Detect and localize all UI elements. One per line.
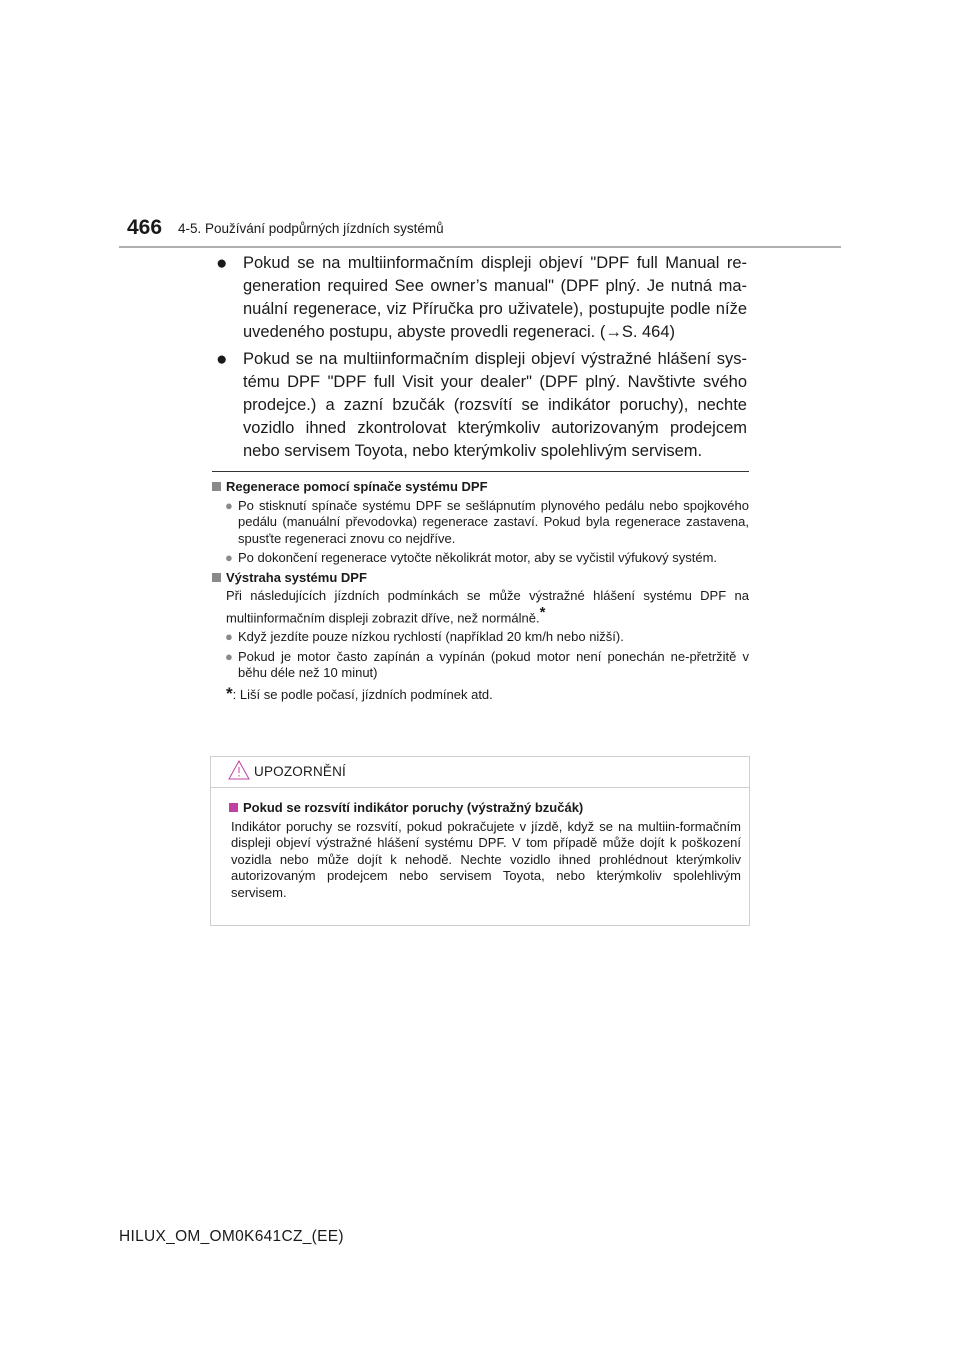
list-item-text: Když jezdíte pouze nízkou rychlostí (například 20 km/h nebo nižší). [238,629,624,645]
warning-title [229,800,741,817]
document-footer: HILUX_OM_OM0K641CZ_(EE) [119,1228,344,1245]
list-item-text: Po stisknutí spínače systému DPF se sešlápnutím plynového pedálu nebo spojkového pedálu (manuální převodovka) regenerace zastaví. Pokud byla regenerace zastavena, spusťte regeneraci znovu co nejdříve. [238,497,749,546]
section-title: 4-5. Používání podpůrných jízdních systémů [178,221,444,236]
list-item [212,498,749,548]
paragraph-text: Při následujících jízdních podmínkách se může výstražné hlášení systému DPF na multiinformačním displeji zobrazit dříve, než normálně. [226,588,749,625]
list-item-text: Pokud je motor často zapínán a vypínán (pokud motor není ponechán ne-přetržitě v běhu déle než 10 minut) [238,648,749,681]
notes-section [212,479,749,703]
footnote-marker: * [539,603,546,621]
warning-box [210,756,750,926]
footnote-star: * [226,683,233,703]
list-item [212,649,749,682]
warning-triangle-icon [228,760,250,780]
footnote-text: : Liší se podle počasí, jízdních podmínek atd. [232,686,493,702]
divider [212,471,749,472]
square-bullet-icon [212,573,221,582]
bullet-icon: ● [216,349,228,370]
list-item-text: Pokud se na multiinformačním displeji objeví "DPF full Manual re-generation required See owner’s manual" (DPF plný. Je nutná ma-nuální regenerace, viz Příručka pro uživatele), postupujte podle níže uvedeného postupu, abyste provedli regeneraci. (→S. 464) [243,254,747,341]
page-number: 466 [127,216,163,239]
warning-label: UPOZORNĚNÍ [254,764,347,779]
section-heading [212,570,749,587]
bullet-icon: ● [225,648,233,664]
section-heading-text: Regenerace pomocí spínače systému DPF [226,479,488,494]
square-bullet-icon [212,482,221,491]
warning-title-text: Pokud se rozsvítí indikátor poruchy (výstražný bzučák) [243,800,584,815]
bullet-icon: ● [225,497,233,513]
warning-header [211,757,749,788]
footnote [212,683,749,704]
main-items [212,252,747,467]
warning-body [211,788,749,901]
section-heading-text: Výstraha systému DPF [226,569,367,585]
page-header [119,216,841,248]
list-item [212,252,747,344]
section-heading [212,479,749,496]
list-item [212,629,749,646]
list-item-text: Pokud se na multiinformačním displeji objeví výstražné hlášení sys-tému DPF "DPF full Visit your dealer" (DPF plný. Navštivte svého prodejce.) a zazní bzučák (rozsvítí se indikátor poruchy), nechte vozidlo ihned zkontrolovat kterýmkoliv autorizovaným prodejcem nebo servisem Toyota, nebo kterýmkoliv spolehlivým servisem. [243,350,747,460]
paragraph [212,588,749,626]
bullet-icon: ● [225,629,233,645]
list-item-text: Po dokončení regenerace vytočte několikrát motor, aby se vyčistil výfukový systém. [238,550,718,565]
bullet-icon: ● [225,550,233,565]
bullet-icon: ● [216,253,228,274]
list-item [212,348,747,463]
warning-text: Indikátor poruchy se rozsvítí, pokud pokračujete v jízdě, když se na multiin-formačním displeji objeví výstražné hlášení systému DPF. V tom případě může dojít k poškození vozidla nebo může dojít k nehodě. Nechte vozidlo ihned prohlédnout kterýmkoliv autorizovaným prodejcem nebo servisem Toyota, nebo kterýmkoliv spolehlivým servisem. [231,818,741,900]
square-bullet-icon [229,803,238,812]
list-item [212,550,749,567]
